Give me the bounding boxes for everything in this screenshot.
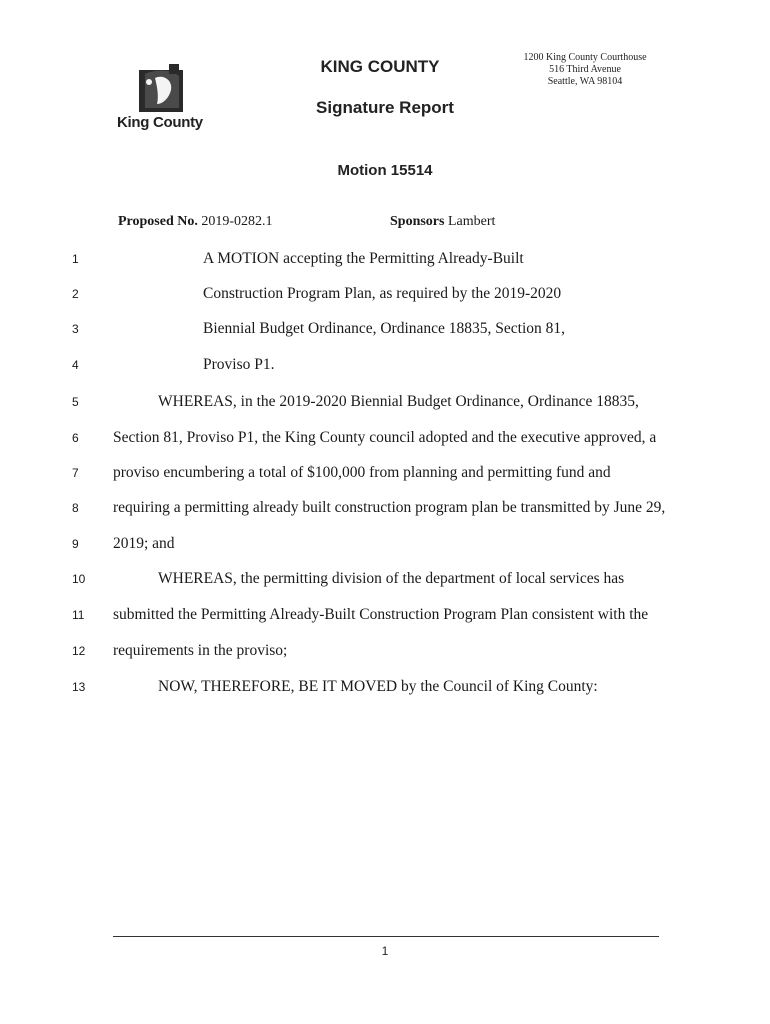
line-number: 2 [72, 287, 79, 301]
numbered-line [0, 461, 770, 485]
address-line: 516 Third Avenue [549, 64, 621, 75]
line-text: Construction Program Plan, as required by the 2019-2020 [203, 285, 562, 302]
line-text: submitted the Permitting Already-Built Construction Program Plan consistent with the [113, 606, 649, 623]
line-text: requiring a permitting already built construction program plan be transmitted by June 29, [113, 499, 666, 516]
line-number: 8 [72, 501, 79, 515]
line-text: NOW, THEREFORE, BE IT MOVED by the Council of King County: [158, 678, 598, 695]
org-name: KING COUNTY [320, 57, 440, 76]
line-text: requirements in the proviso; [113, 642, 288, 659]
line-number: 11 [72, 608, 85, 622]
numbered-line [0, 532, 770, 556]
line-number: 9 [72, 537, 79, 551]
line-text: Section 81, Proviso P1, the King County council adopted and the executive approved, a [113, 429, 657, 446]
numbered-line [0, 603, 770, 627]
motion-title: Motion 15514 [337, 162, 433, 179]
numbered-line [0, 282, 770, 306]
address-line: Seattle, WA 98104 [547, 76, 623, 87]
line-text: A MOTION accepting the Permitting Already-Built [203, 250, 524, 267]
numbered-line [0, 675, 770, 699]
report-title: Signature Report [316, 98, 454, 117]
numbered-line [0, 317, 770, 341]
king-county-logo-icon [113, 60, 213, 116]
line-text: WHEREAS, in the 2019-2020 Biennial Budget Ordinance, Ordinance 18835, [158, 393, 639, 410]
proposed-value: 2019-0282.1 [201, 214, 273, 229]
page-number: 1 [381, 944, 389, 958]
address-line: 1200 King County Courthouse [523, 52, 647, 63]
numbered-line [0, 247, 770, 271]
line-number: 3 [72, 322, 79, 336]
line-number: 1 [72, 252, 79, 266]
line-text: WHEREAS, the permitting division of the department of local services has [158, 570, 625, 587]
sponsors [390, 214, 495, 230]
numbered-line [0, 353, 770, 377]
footer-divider [113, 936, 659, 937]
line-text: Biennial Budget Ordinance, Ordinance 18835, Section 81, [203, 320, 566, 337]
numbered-line [0, 567, 770, 591]
line-number: 7 [72, 466, 79, 480]
line-number: 13 [72, 680, 86, 694]
line-number: 4 [72, 358, 79, 372]
numbered-line [0, 390, 770, 414]
line-text: proviso encumbering a total of $100,000 from planning and permitting fund and [113, 464, 611, 481]
address-block [514, 52, 656, 88]
line-number: 10 [72, 572, 86, 586]
numbered-line [0, 426, 770, 450]
numbered-line [0, 496, 770, 520]
sponsors-label: Sponsors [390, 214, 445, 229]
logo-text: King County [117, 114, 203, 131]
proposed-number [118, 214, 273, 230]
proposed-label: Proposed No. [118, 214, 198, 229]
line-text: Proviso P1. [203, 356, 275, 373]
line-number: 12 [72, 644, 86, 658]
sponsors-value: Lambert [447, 214, 496, 229]
line-text: 2019; and [113, 535, 175, 552]
line-number: 6 [72, 431, 79, 445]
numbered-line [0, 639, 770, 663]
line-number: 5 [72, 395, 79, 409]
